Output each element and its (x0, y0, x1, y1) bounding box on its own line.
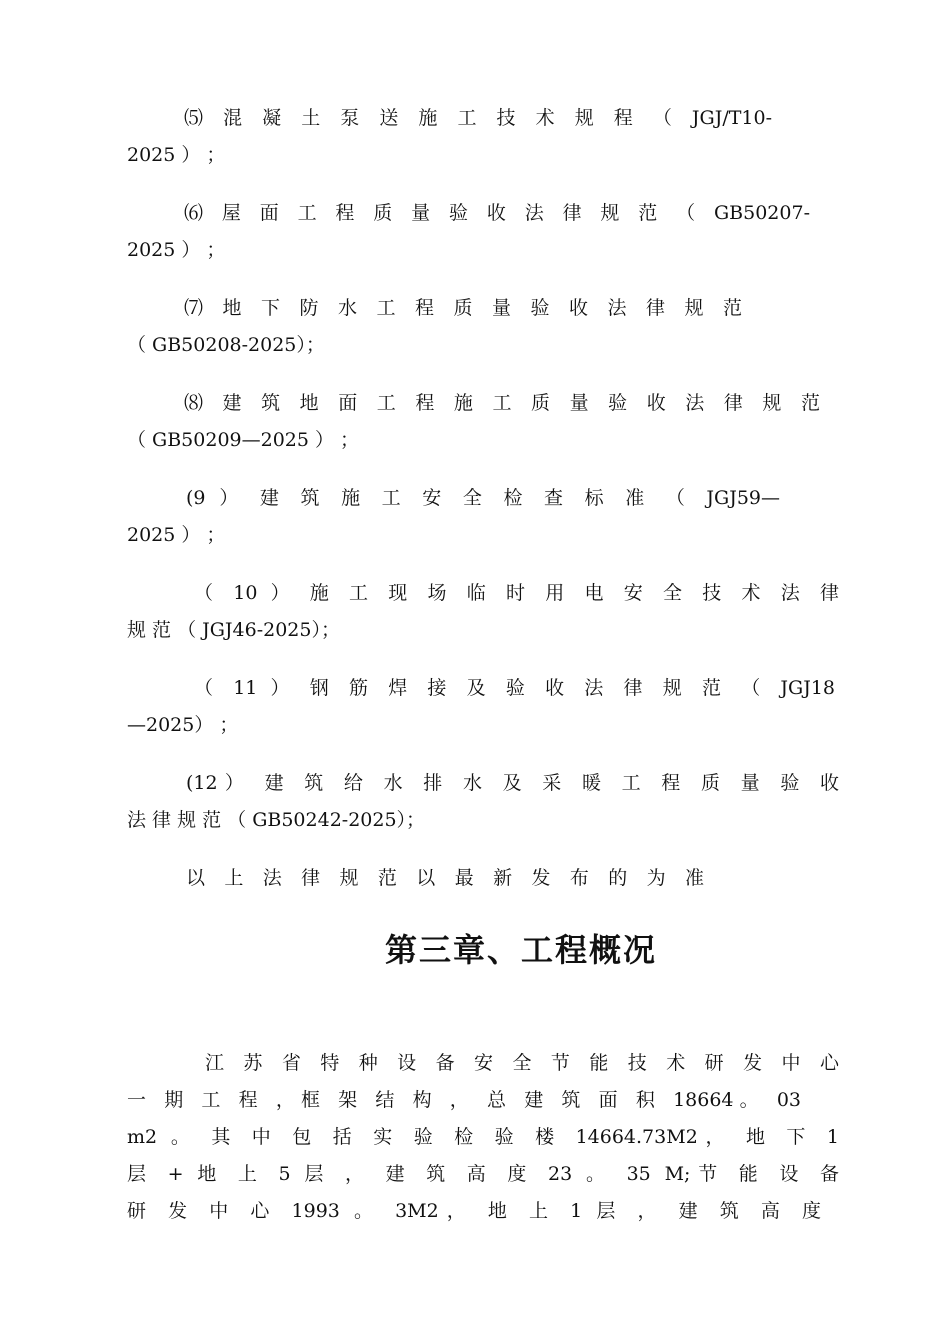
overview-line-5: 研 发 中 心 1993 。 3M2， 地 上 1 层 ， 建 筑 高 度 (127, 1200, 821, 1222)
standard-item-6-line1: ⑹ 屋 面 工 程 质 量 验 收 法 律 规 范 （ GB50207- (184, 202, 810, 224)
standard-item-11-line2: —2025） ； (127, 714, 239, 736)
standard-item-7-line2: （ GB50208-2025）； (127, 334, 325, 356)
chapter-heading: 第三章、工程概况 (384, 931, 657, 969)
standard-item-9-line2: 2025 ） ； (127, 524, 226, 546)
standards-note: 以 上 法 律 规 范 以 最 新 发 布 的 为 准 (186, 867, 704, 889)
standard-item-8-line1: ⑻ 建 筑 地 面 工 程 施 工 质 量 验 收 法 律 规 范 (184, 392, 820, 414)
standard-item-10-line1: （ 10 ） 施 工 现 场 临 时 用 电 安 全 技 术 法 律 (194, 582, 839, 604)
standard-item-8-line2: （ GB50209—2025 ） ； (127, 429, 360, 451)
standard-item-10-line2: 规 范 （ JGJ46-2025）； (127, 619, 340, 641)
overview-line-3: m2 。 其 中 包 括 实 验 检 验 楼 14664.73M2， 地 下 1 (127, 1126, 839, 1148)
standard-item-5-line2: 2025 ） ； (127, 144, 226, 166)
standard-item-11-line1: （ 11 ） 钢 筋 焊 接 及 验 收 法 律 规 范 （ JGJ18 (194, 677, 835, 699)
standard-item-12-line1: (12） 建 筑 给 水 排 水 及 采 暖 工 程 质 量 验 收 (186, 772, 839, 794)
overview-line-4: 层 + 地 上 5 层 ， 建 筑 高 度 23 。 35 M;节 能 设 备 (127, 1163, 839, 1185)
standard-item-12-line2: 法 律 规 范 （ GB50242-2025）； (127, 809, 426, 831)
standard-item-7-line1: ⑺ 地 下 防 水 工 程 质 量 验 收 法 律 规 范 (184, 297, 742, 319)
overview-line-2: 一 期 工 程 ，框 架 结 构 ， 总 建 筑 面 积 18664。 03 (127, 1089, 801, 1111)
standard-item-5-line1: ⑸ 混 凝 土 泵 送 施 工 技 术 规 程 （ JGJ/T10- (184, 107, 772, 129)
overview-line-1: 江 苏 省 特 种 设 备 安 全 节 能 技 术 研 发 中 心 (205, 1052, 839, 1074)
standard-item-6-line2: 2025 ） ； (127, 239, 226, 261)
standard-item-9-line1: (9 ） 建 筑 施 工 安 全 检 查 标 准 （ JGJ59— (186, 487, 780, 509)
